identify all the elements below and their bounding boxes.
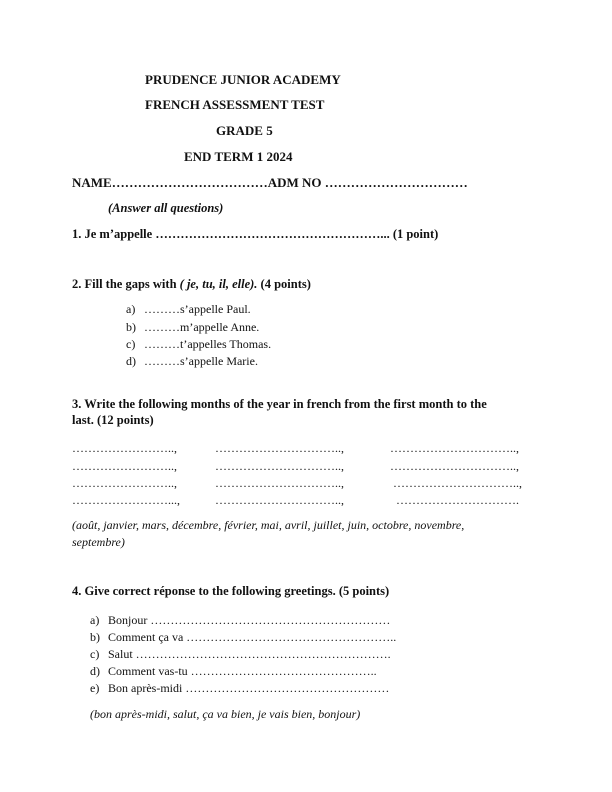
q2-item-letter: d) [126, 354, 136, 368]
q2-item-text: ………m’appelle Anne. [144, 320, 260, 334]
q4-item-c[interactable] [90, 647, 391, 662]
q4-item-text: Comment vas-tu ……………………………………….. [108, 664, 377, 678]
month-blank[interactable]: …………………….., [72, 476, 177, 490]
q4-item-text: Salut ………………………………………………………. [108, 647, 391, 661]
month-blank[interactable]: …………………….., [72, 459, 177, 473]
month-blank[interactable]: ……………………..., [72, 493, 180, 507]
q2-item-text: ………s’appelle Paul. [144, 302, 251, 316]
grade-label: GRADE 5 [216, 123, 273, 138]
question-3-line-1: 3. Write the following months of the year in french from the first month to the [72, 397, 487, 411]
term-label: END TERM 1 2024 [184, 149, 293, 164]
month-blank[interactable]: ………………………….., [215, 493, 344, 507]
question-2-title [72, 277, 311, 292]
month-blank[interactable]: ………………………….., [215, 459, 344, 473]
name-adm-line[interactable]: NAME………………………………ADM NO …………………………… [72, 175, 468, 190]
q2-item-letter: b) [126, 320, 136, 334]
month-blank[interactable]: ………………………….., [393, 476, 522, 490]
q4-item-a[interactable] [90, 613, 391, 628]
question-4-title: 4. Give correct réponse to the following greetings. (5 points) [72, 584, 390, 598]
q4-item-e[interactable] [90, 681, 390, 696]
school-name: PRUDENCE JUNIOR ACADEMY [145, 72, 341, 87]
instruction: (Answer all questions) [108, 201, 224, 215]
month-options-line-2: septembre) [72, 535, 125, 549]
q2-item-text: ………t’appelles Thomas. [144, 337, 272, 351]
q2-item-c[interactable] [126, 337, 272, 352]
q2-item-d[interactable] [126, 354, 258, 369]
q4-item-letter: a) [90, 613, 100, 627]
q2-item-letter: a) [126, 302, 136, 316]
test-title: FRENCH ASSESSMENT TEST [145, 97, 325, 112]
month-blank[interactable]: …………………….., [72, 441, 177, 455]
month-blank[interactable]: ………………………….., [215, 476, 344, 490]
month-blank[interactable]: ………………………….., [390, 441, 519, 455]
question-1[interactable]: 1. Je m’appelle ………………………………………………... (1 point) [72, 227, 439, 241]
month-options-line-1: (août, janvier, mars, décembre, février, mai, avril, juillet, juin, octobre, novembre, [72, 518, 465, 532]
q2-item-text: ………s’appelle Marie. [144, 354, 258, 368]
question-2-points: (4 points) [257, 277, 311, 291]
question-2-prefix: 2. Fill the gaps with [72, 277, 180, 291]
q4-item-letter: e) [90, 681, 100, 695]
q4-item-letter: d) [90, 664, 100, 678]
month-blank[interactable]: …………………………. [396, 493, 519, 507]
q4-item-text: Bon après-midi …………………………………………… [108, 681, 390, 695]
q4-item-d[interactable] [90, 664, 377, 679]
month-blank[interactable]: ………………………….., [390, 459, 519, 473]
q2-item-a[interactable] [126, 302, 251, 317]
month-blank[interactable]: ………………………….., [215, 441, 344, 455]
q4-item-text: Bonjour …………………………………………………… [108, 613, 391, 627]
q4-item-letter: c) [90, 647, 100, 661]
q4-item-b[interactable] [90, 630, 397, 645]
question-3-line-2: last. (12 points) [72, 413, 154, 427]
q2-item-letter: c) [126, 337, 136, 351]
q4-item-letter: b) [90, 630, 100, 644]
question-2-pronouns: ( je, tu, il, elle). [179, 277, 258, 291]
greeting-options: (bon après-midi, salut, ça va bien, je vais bien, bonjour) [90, 707, 361, 721]
q4-item-text: Comment ça va …………………………………………….. [108, 630, 397, 644]
q2-item-b[interactable] [126, 320, 260, 335]
